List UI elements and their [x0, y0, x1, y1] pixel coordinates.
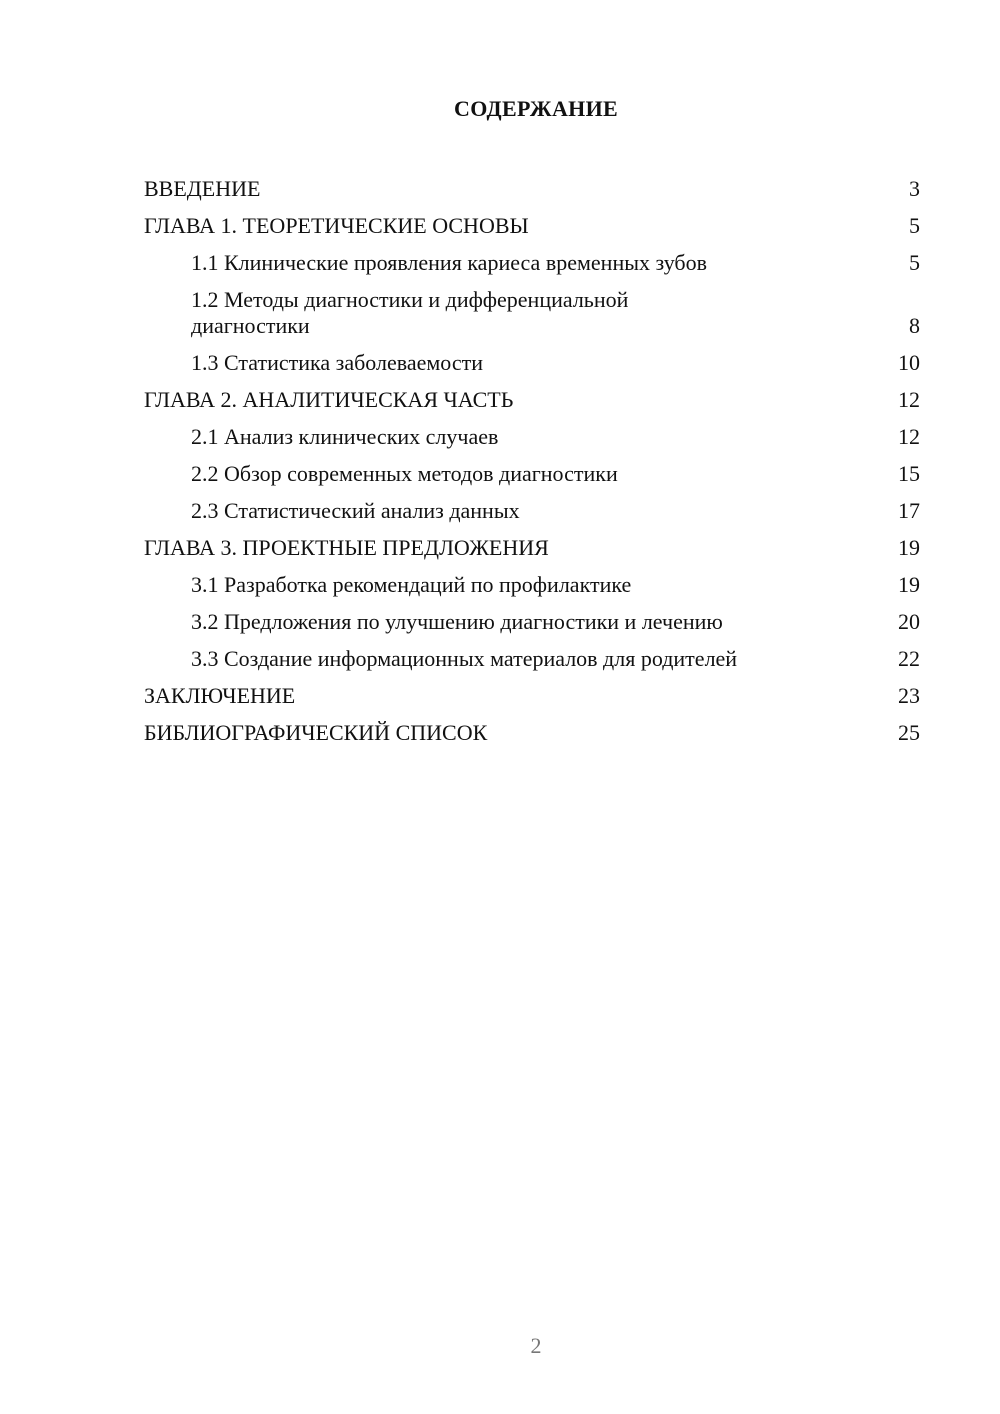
toc-entry-chapter-3[interactable] — [144, 529, 920, 566]
toc-entry-page: 17 — [898, 498, 920, 523]
toc-entry-text: 1.3 Статистика заболеваемости — [191, 350, 483, 375]
toc-entry-text: ГЛАВА 1. ТЕОРЕТИЧЕСКИЕ ОСНОВЫ — [144, 213, 529, 238]
toc-entry-text: 1.1 Клинические проявления кариеса временных зубов — [191, 250, 708, 275]
toc-entry-text: БИБЛИОГРАФИЧЕСКИЙ СПИСОК — [144, 720, 488, 745]
toc-entry-text: 3.3 Создание информационных материалов для родителей — [191, 646, 738, 671]
toc-entry-chapter-1[interactable] — [144, 207, 920, 244]
toc-entry-section-2-3[interactable] — [144, 492, 920, 529]
toc-entry-section-1-1[interactable] — [144, 244, 920, 281]
toc-entry-section-2-1[interactable] — [144, 418, 920, 455]
toc-entry-conclusion[interactable] — [144, 677, 920, 714]
toc-title: СОДЕРЖАНИЕ — [454, 96, 618, 121]
toc-entry-text: ВВЕДЕНИЕ — [144, 176, 261, 201]
toc-entry-page: 22 — [898, 646, 920, 671]
toc-entry-text: 2.3 Статистический анализ данных — [191, 498, 520, 523]
toc-entry-page: 12 — [898, 424, 920, 449]
toc-entry-page: 19 — [898, 572, 920, 597]
toc-entry-section-1-3[interactable] — [144, 344, 920, 381]
toc-entry-section-3-2[interactable] — [144, 603, 920, 640]
toc-entry-page: 15 — [898, 461, 920, 486]
page-number: 2 — [530, 1333, 542, 1358]
toc-entry-section-2-2[interactable] — [144, 455, 920, 492]
toc-entry-section-3-1[interactable] — [144, 566, 920, 603]
toc-entry-text: ГЛАВА 3. ПРОЕКТНЫЕ ПРЕДЛОЖЕНИЯ — [144, 535, 549, 560]
toc-entry-text: 1.2 Методы диагностики и дифференциальной диагностики — [191, 287, 629, 338]
toc-entry-page: 12 — [898, 387, 920, 412]
toc-entry-section-3-3[interactable] — [144, 640, 920, 677]
toc-entry-text: 2.2 Обзор современных методов диагностики — [191, 461, 618, 486]
toc-entry-bibliography[interactable] — [144, 714, 920, 751]
toc-entry-page: 19 — [898, 535, 920, 560]
toc-entry-page: 8 — [909, 313, 920, 338]
toc-entry-section-1-2[interactable] — [144, 281, 920, 344]
toc-entry-page: 10 — [898, 350, 920, 375]
toc-entry-text: ЗАКЛЮЧЕНИЕ — [144, 683, 296, 708]
toc-entry-page: 25 — [898, 720, 920, 745]
toc-entry-page: 5 — [909, 250, 920, 275]
toc-entry-chapter-2[interactable] — [144, 381, 920, 418]
toc-entry-page: 3 — [909, 176, 920, 201]
toc-entry-page: 5 — [909, 213, 920, 238]
toc-entry-page: 23 — [898, 683, 920, 708]
toc-entry-text: ГЛАВА 2. АНАЛИТИЧЕСКАЯ ЧАСТЬ — [144, 387, 514, 412]
table-of-contents — [144, 170, 920, 751]
toc-entry-text: 2.1 Анализ клинических случаев — [191, 424, 499, 449]
toc-entry-introduction[interactable] — [144, 170, 920, 207]
toc-entry-text: 3.2 Предложения по улучшению диагностики и лечению — [191, 609, 723, 634]
toc-entry-text: 3.1 Разработка рекомендаций по профилактике — [191, 572, 632, 597]
toc-entry-page: 20 — [898, 609, 920, 634]
